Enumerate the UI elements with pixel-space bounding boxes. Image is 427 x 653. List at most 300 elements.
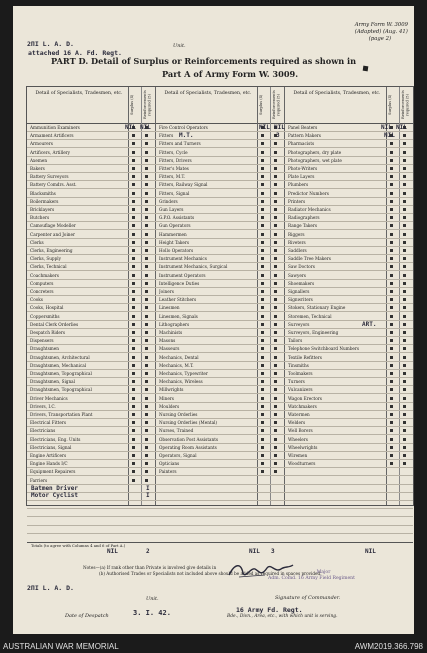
table-row <box>27 337 413 345</box>
entry-dot <box>390 298 393 301</box>
entry-dot <box>132 224 135 227</box>
entry-dot <box>390 446 393 449</box>
typed-entry: ART. <box>362 321 377 328</box>
entry-dot <box>261 315 264 318</box>
entry-dot <box>390 233 393 236</box>
archive-id: AWM2019.366.798 <box>354 642 423 651</box>
table-row <box>27 493 413 501</box>
entry-dot <box>145 175 148 178</box>
entry-dot <box>261 249 264 252</box>
entry-dot <box>261 290 264 293</box>
entry-dot <box>274 364 277 367</box>
table-row <box>27 280 413 288</box>
specialist-label: Artificers, Artillery <box>30 149 71 155</box>
entry-dot <box>274 405 277 408</box>
specialist-label: Bakers <box>30 166 45 171</box>
entry-dot <box>261 216 264 219</box>
bottom-unit-typed: 2ΠΙ L. A. D. <box>27 584 74 592</box>
entry-dot <box>132 380 135 383</box>
entry-dot <box>145 339 148 342</box>
entry-dot <box>403 405 406 408</box>
specialist-label: Linesmen, Signals <box>159 313 198 319</box>
specialist-label: Boilermakers <box>30 198 59 204</box>
entry-dot <box>403 306 406 309</box>
entry-dot <box>390 159 393 162</box>
entry-dot <box>132 306 135 309</box>
entry-dot <box>261 151 264 154</box>
entry-dot <box>274 421 277 424</box>
entry-dot <box>145 224 148 227</box>
table-row <box>27 460 413 468</box>
entry-dot <box>274 380 277 383</box>
entry-dot <box>403 438 406 441</box>
entry-dot <box>132 331 135 334</box>
specialist-label: Coachmakers <box>30 272 59 278</box>
table-header-row <box>27 87 413 124</box>
entry-dot <box>403 315 406 318</box>
specialist-label: Height Takers <box>159 239 189 245</box>
specialist-label: Signallers <box>288 289 310 294</box>
specialist-label: Dental Clerk Orderlies <box>30 321 79 327</box>
entry-dot <box>145 290 148 293</box>
entry-dot <box>403 372 406 375</box>
table-row <box>27 345 413 353</box>
typed-entry: NIL <box>274 124 285 131</box>
table-row <box>27 403 413 411</box>
entry-dot <box>390 290 393 293</box>
entry-dot <box>132 265 135 268</box>
typed-entry: NIL <box>384 132 395 139</box>
entry-dot <box>261 347 264 350</box>
table-row <box>27 198 413 206</box>
entry-dot <box>261 265 264 268</box>
entry-dot <box>403 462 406 465</box>
entry-dot <box>274 331 277 334</box>
specialist-label: Photographers, wet plate <box>288 157 342 163</box>
specialist-label: Hammermen <box>159 231 187 237</box>
table-row <box>27 362 413 370</box>
table-row <box>27 132 413 140</box>
total-reinf-1: 2 <box>146 548 150 555</box>
entry-dot <box>261 274 264 277</box>
entry-dot <box>145 282 148 285</box>
specialist-label: Nursing Orderlies (Mental) <box>159 420 218 426</box>
specialist-label: Saddlers <box>288 248 307 253</box>
entry-dot <box>390 183 393 186</box>
entry-dot <box>132 274 135 277</box>
table-row <box>27 485 413 493</box>
specialist-label: Drivers, I.C. <box>30 403 56 409</box>
specialist-label: Saddle Tree Makers <box>288 256 331 262</box>
specialist-label: Pattern Makers <box>288 133 321 139</box>
entry-dot <box>403 274 406 277</box>
table-row <box>27 378 413 386</box>
specialist-label: Moulders <box>159 403 180 409</box>
entry-dot <box>403 364 406 367</box>
entry-dot <box>274 413 277 416</box>
entry-dot <box>261 388 264 391</box>
entry-dot <box>145 216 148 219</box>
entry-dot <box>390 438 393 441</box>
specialist-label: Saw Doctors <box>288 264 315 270</box>
entry-dot <box>145 233 148 236</box>
entry-dot <box>261 208 264 211</box>
specialist-label: Electricians, Eng. Units <box>30 436 81 442</box>
entry-dot <box>261 405 264 408</box>
entry-dot <box>390 421 393 424</box>
specialist-label: Machinists <box>159 330 183 335</box>
entry-dot <box>390 413 393 416</box>
specialist-label: Axemen <box>30 157 48 163</box>
specialist-label: Fire Control Operators <box>159 125 208 130</box>
specialist-label: Photographers, dry plate <box>288 149 342 155</box>
entry-dot <box>132 249 135 252</box>
specialist-label: Clerks, Technical <box>30 264 67 270</box>
entry-dot <box>403 257 406 260</box>
entry-dot <box>145 200 148 203</box>
entry-dot <box>261 323 264 326</box>
entry-dot <box>274 372 277 375</box>
entry-dot <box>261 175 264 178</box>
specialist-label: Dispensers <box>30 338 54 344</box>
specialist-label: Draughtsmen, Mechanical <box>30 362 87 368</box>
entry-dot <box>274 233 277 236</box>
entry-dot <box>403 429 406 432</box>
table-row <box>27 124 413 132</box>
entry-dot <box>390 380 393 383</box>
entry-dot <box>145 183 148 186</box>
specialist-label: Electrical Fitters <box>30 420 66 426</box>
entry-dot <box>132 315 135 318</box>
specialist-label: Mechanics, Wireless <box>159 379 203 385</box>
entry-dot <box>274 192 277 195</box>
specialist-label: Mechanics, Typewriter <box>159 371 208 376</box>
entry-dot <box>403 134 406 137</box>
specialist-label: Linesmen <box>159 305 180 311</box>
specialist-label: Blacksmiths <box>30 190 56 196</box>
entry-dot <box>145 429 148 432</box>
entry-dot <box>274 249 277 252</box>
specialist-label: Cooks, Hospital <box>30 305 64 311</box>
entry-dot <box>132 151 135 154</box>
entry-dot <box>132 470 135 473</box>
specialist-label: Wheelwrights <box>288 444 318 450</box>
entry-dot <box>274 216 277 219</box>
entry-dot <box>145 274 148 277</box>
entry-dot <box>403 413 406 416</box>
specialist-label: Instrument Operators <box>159 272 206 278</box>
entry-dot <box>403 192 406 195</box>
specialist-label: Tailors <box>288 338 303 344</box>
entry-dot <box>145 265 148 268</box>
entry-dot <box>390 200 393 203</box>
entry-dot <box>274 257 277 260</box>
table-row <box>27 173 413 181</box>
specialist-label: Equipment Repairers <box>30 469 76 475</box>
specialist-label: Gun Operators <box>159 223 191 229</box>
entry-dot <box>132 438 135 441</box>
entry-dot <box>390 142 393 145</box>
unit-label: Unit. <box>173 43 186 49</box>
entry-dot <box>390 192 393 195</box>
entry-dot <box>261 282 264 285</box>
specialist-label: Concreters <box>30 289 54 294</box>
entry-dot <box>145 208 148 211</box>
specialist-label: Computers <box>30 280 54 286</box>
entry-dot <box>403 282 406 285</box>
entry-dot <box>274 462 277 465</box>
entry-dot <box>145 315 148 318</box>
entry-dot <box>274 388 277 391</box>
table-row <box>27 231 413 239</box>
entry-dot <box>145 446 148 449</box>
specialist-label: Tinsmiths <box>288 362 309 368</box>
entry-dot <box>274 470 277 473</box>
table-row <box>27 419 413 427</box>
entry-dot <box>145 413 148 416</box>
entry-dot <box>390 405 393 408</box>
entry-dot <box>132 216 135 219</box>
specialist-label: Lithographers <box>159 321 190 327</box>
specialist-label: Radiator Mechanics <box>288 207 331 212</box>
archive-footer <box>0 639 427 653</box>
entry-dot <box>403 446 406 449</box>
entry-dot <box>261 470 264 473</box>
entry-dot <box>390 282 393 285</box>
specialist-label: Intelligence Duties <box>159 280 200 286</box>
entry-dot <box>403 388 406 391</box>
table-row <box>27 518 413 526</box>
specialist-label: Gun Layers <box>159 207 184 212</box>
table-row <box>27 149 413 157</box>
document-page <box>13 6 414 634</box>
specialist-label: Fitters, M.T. <box>159 174 186 180</box>
entry-dot <box>132 356 135 359</box>
table-row <box>27 354 413 362</box>
entry-dot <box>390 364 393 367</box>
entry-dot <box>132 233 135 236</box>
entry-dot <box>274 241 277 244</box>
entry-dot <box>390 462 393 465</box>
entry-dot <box>403 241 406 244</box>
entry-dot <box>261 192 264 195</box>
entry-dot <box>261 380 264 383</box>
specialist-label: Wheelers <box>288 436 308 442</box>
entry-dot <box>145 134 148 137</box>
entry-dot <box>132 479 135 482</box>
table-row <box>27 370 413 378</box>
reinf-header-2: Reinforcements required (5) <box>272 90 281 120</box>
entry-dot <box>390 167 393 170</box>
table-row <box>27 304 413 312</box>
specialist-label: Draughtsmen, Signal <box>30 379 75 385</box>
entry-dot <box>390 429 393 432</box>
entry-dot <box>132 142 135 145</box>
entry-dot <box>132 323 135 326</box>
entry-dot <box>274 446 277 449</box>
specialist-label: Engine Artificers <box>30 453 67 458</box>
entry-dot <box>132 446 135 449</box>
entry-dot <box>132 290 135 293</box>
entry-dot <box>403 356 406 359</box>
entry-dot <box>274 282 277 285</box>
total-surplus-2: NIL <box>249 548 260 555</box>
entry-dot <box>261 241 264 244</box>
surplus-header-1: Surplus (4) <box>130 94 134 116</box>
entry-dot <box>145 356 148 359</box>
specialist-label: Signwriters <box>288 297 313 303</box>
specialist-label: Surveyors <box>288 321 310 327</box>
entry-dot <box>261 233 264 236</box>
bottom-unit-caption: Unit. <box>146 596 159 602</box>
entry-dot <box>261 446 264 449</box>
entry-dot <box>403 183 406 186</box>
entry-dot <box>390 323 393 326</box>
entry-dot <box>132 241 135 244</box>
entry-dot <box>390 224 393 227</box>
entry-dot <box>145 397 148 400</box>
table-row <box>27 288 413 296</box>
entry-dot <box>274 306 277 309</box>
table-row <box>27 190 413 198</box>
specialist-label: Printers <box>288 198 306 204</box>
stamp-unit: Adm. Comd. 16 Army Field Regiment <box>268 575 355 581</box>
specialist-label: Vulcanizers <box>288 387 313 393</box>
entry-dot <box>261 331 264 334</box>
entry-dot <box>261 438 264 441</box>
entry-dot <box>274 142 277 145</box>
specialist-label: Joiners <box>159 289 174 294</box>
entry-dot <box>390 356 393 359</box>
specialist-label: G.P.O. Assistants <box>159 215 195 221</box>
specialist-label: Fitters and Turners <box>159 141 201 147</box>
entry-dot <box>132 413 135 416</box>
bde-typed: 16 Army Fd. Regt. <box>236 606 303 614</box>
entry-dot <box>403 339 406 342</box>
entry-dot <box>390 454 393 457</box>
entry-dot <box>390 241 393 244</box>
specialist-label: Fitters, Cycle <box>159 149 188 155</box>
entry-dot <box>132 364 135 367</box>
entry-dot <box>390 306 393 309</box>
entry-dot <box>145 241 148 244</box>
table-row <box>27 181 413 189</box>
entry-dot <box>274 429 277 432</box>
entry-dot <box>132 388 135 391</box>
archive-name: AUSTRALIAN WAR MEMORIAL <box>3 642 119 651</box>
entry-dot <box>145 438 148 441</box>
specialist-label: Shoemakers <box>288 280 315 286</box>
entry-dot <box>274 208 277 211</box>
specialist-label: Draughtsmen <box>30 346 59 352</box>
reinf-header-3: Reinforcements required (5) <box>401 90 410 120</box>
specialist-label: Armament Artificers <box>30 133 74 139</box>
entry-dot <box>274 151 277 154</box>
entry-dot <box>145 479 148 482</box>
entry-dot <box>274 454 277 457</box>
entry-dot <box>403 290 406 293</box>
entry-dot <box>132 372 135 375</box>
entry-dot <box>274 224 277 227</box>
specialist-label: Drivers, Transportation Plant <box>30 412 93 417</box>
typed-entry: 3 <box>276 132 280 139</box>
specialist-label: Plate Layers <box>288 174 315 180</box>
typed-entry: M.T. <box>179 132 194 139</box>
specialist-label: Photo-Writers <box>288 166 318 171</box>
entry-dot <box>261 364 264 367</box>
table-row <box>27 436 413 444</box>
specialist-label: Masseurs <box>159 346 180 352</box>
table-row <box>27 321 413 329</box>
entry-dot <box>145 347 148 350</box>
specialist-label: Storemen, Technical <box>288 313 332 319</box>
part-title: PART D. Detail of Surplus or Reinforcements required as shown in <box>51 56 357 66</box>
entry-dot <box>390 208 393 211</box>
entry-dot <box>261 298 264 301</box>
table-row <box>27 329 413 337</box>
specialist-label: Riveters <box>288 239 306 245</box>
typed-entry: NIL <box>259 124 270 131</box>
specialist-label: Welders <box>288 420 306 426</box>
specialist-label: Fitters, Signal <box>159 190 190 196</box>
entry-dot <box>132 397 135 400</box>
entry-dot <box>390 249 393 252</box>
specialist-label: Despatch Riders <box>30 330 66 335</box>
entry-dot <box>145 364 148 367</box>
table-row <box>27 140 413 148</box>
table-row <box>27 222 413 230</box>
entry-dot <box>403 454 406 457</box>
entry-dot <box>403 265 406 268</box>
entry-dot <box>403 224 406 227</box>
entry-dot <box>261 339 264 342</box>
entry-dot <box>274 290 277 293</box>
col-header-3: Detail of Specialists, Tradesmen, etc. <box>293 91 381 96</box>
entry-dot <box>132 462 135 465</box>
entry-dot <box>132 175 135 178</box>
entry-dot <box>145 380 148 383</box>
col-header-2: Detail of Specialists, Tradesmen, etc. <box>164 91 252 96</box>
entry-dot <box>132 339 135 342</box>
table-row <box>27 247 413 255</box>
specialist-label: Bricklayers <box>30 207 55 212</box>
surplus-header-3: Surplus (4) <box>388 94 392 116</box>
specialist-label: Battery Comdrs. Asst. <box>30 182 77 188</box>
entry-dot <box>390 216 393 219</box>
specialist-label: Leather Stitchers <box>159 297 197 303</box>
table-row <box>27 239 413 247</box>
entry-dot <box>261 372 264 375</box>
form-adapted: (Adapted) (Aug. 41) <box>354 29 408 35</box>
entry-dot <box>274 438 277 441</box>
table-row <box>27 452 413 460</box>
entry-dot <box>261 134 264 137</box>
specialist-label: Clerks <box>30 239 44 245</box>
specialist-label: Operating Room Assistants <box>159 444 217 450</box>
specialist-label: Observation Post Assistants <box>159 436 219 442</box>
specialist-label: Coppersmiths <box>30 313 60 319</box>
entry-dot <box>274 200 277 203</box>
entry-dot <box>274 274 277 277</box>
entry-dot <box>145 192 148 195</box>
entry-dot <box>403 323 406 326</box>
entry-dot <box>261 429 264 432</box>
specialist-label: Camouflage Modeller <box>30 223 76 229</box>
entry-dot <box>261 397 264 400</box>
specialist-label: Operators, Signal <box>159 453 197 458</box>
specialist-label: Stokers, Stationary Engine <box>288 305 346 311</box>
entry-dot <box>261 257 264 260</box>
